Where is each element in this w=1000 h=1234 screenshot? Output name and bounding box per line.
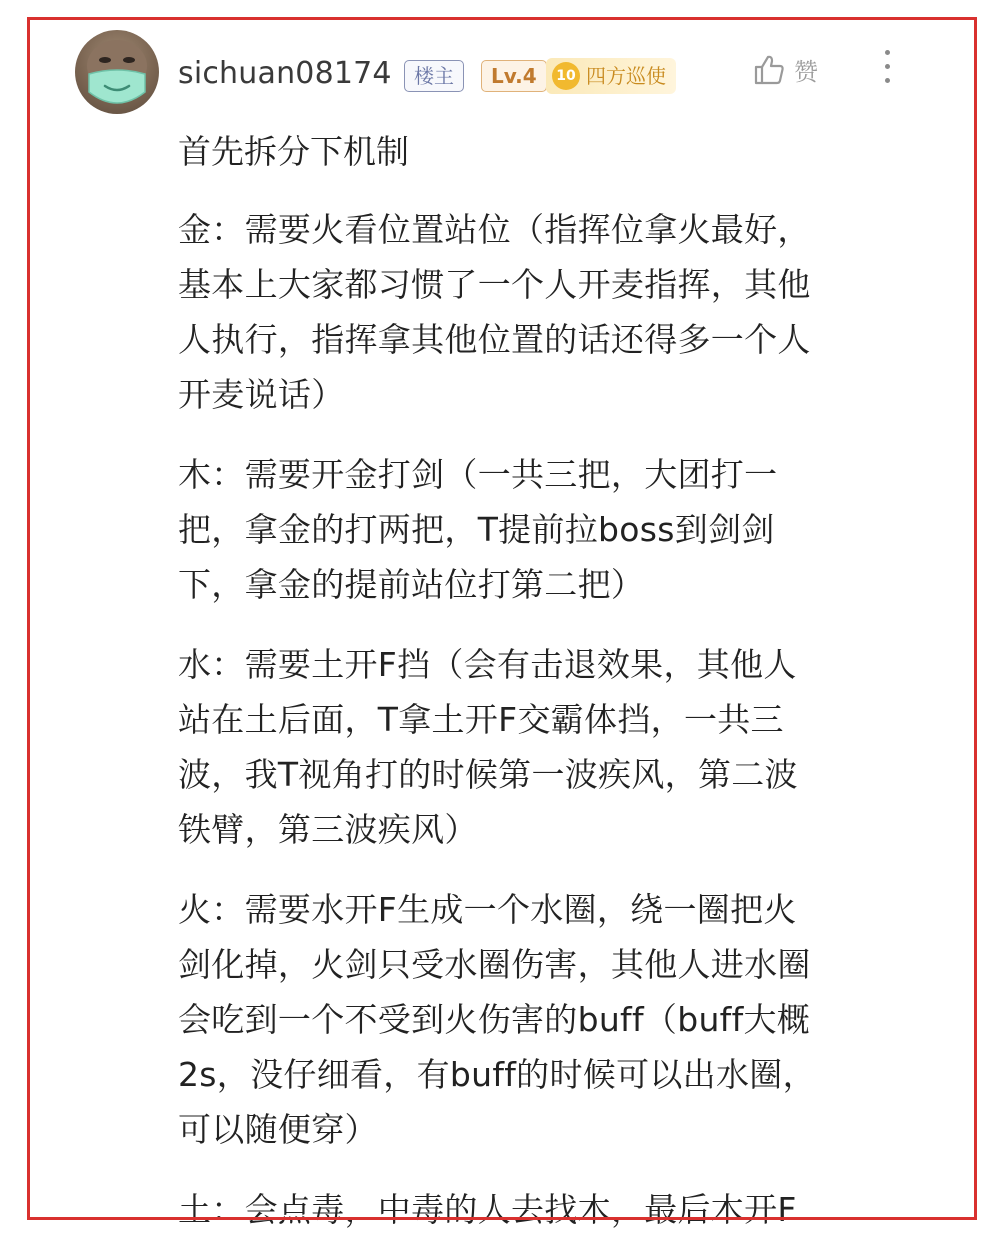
paragraph-line: 站在土后面，T拿土开F交霸体挡，一共三 [178, 700, 784, 739]
paragraph-line: 开麦说话） [178, 375, 345, 414]
thumbs-up-icon [752, 53, 786, 87]
paragraph-line: 2s，没仔细看，有buff的时候可以出水圈， [178, 1055, 816, 1094]
title-badge [546, 58, 676, 94]
paragraph-line: 可以随便穿） [178, 1110, 378, 1149]
author-name[interactable]: sichuan08174 [178, 56, 392, 91]
paragraph-line: 把，拿金的打两把，T提前拉boss到剑剑 [178, 510, 775, 549]
more-dot [885, 78, 890, 83]
paragraph-line: 会吃到一个不受到火伤害的buff（buff大概 [178, 1000, 811, 1039]
paragraph-fire [178, 882, 898, 1157]
paragraph-line: 铁臂，第三波疾风） [178, 810, 478, 849]
level-badge: Lv.4 [481, 60, 547, 92]
paragraph-line: 土：会点毒，中毒的人去找木，最后木开F [178, 1190, 797, 1229]
more-vertical-icon [885, 50, 890, 55]
paragraph-metal [178, 202, 898, 422]
paragraph-line: 波，我T视角打的时候第一波疾风，第二波 [178, 755, 798, 794]
avatar[interactable] [75, 30, 159, 114]
title-badge-text: 四方巡使 [586, 64, 666, 88]
paragraph-line: 人执行，指挥拿其他位置的话还得多一个人 [178, 320, 811, 359]
paragraph-line: 木：需要开金打剑（一共三把，大团打一 [178, 455, 778, 494]
paragraph-earth [178, 1182, 898, 1234]
paragraph-line: 金：需要火看位置站位（指挥位拿火最好， [178, 210, 811, 249]
paragraph-line: 下，拿金的提前站位打第二把） [178, 565, 645, 604]
paragraph-line: 基本上大家都习惯了一个人开麦指挥，其他 [178, 265, 811, 304]
like-label: 赞 [794, 58, 818, 86]
paragraph-line: 火：需要水开F生成一个水圈，绕一圈把火 [178, 890, 797, 929]
paragraph-line: 水：需要土开F挡（会有击退效果，其他人 [178, 645, 797, 684]
more-button[interactable] [880, 50, 894, 90]
like-button[interactable] [752, 52, 818, 87]
avatar-image [75, 30, 159, 114]
paragraph-line: 剑化掉，火剑只受水圈伤害，其他人进水圈 [178, 945, 811, 984]
op-badge: 楼主 [404, 60, 464, 92]
paragraph-water [178, 637, 898, 857]
more-dot [885, 64, 890, 69]
title-badge-number: 10 [552, 62, 580, 90]
paragraph-wood [178, 447, 898, 612]
post-content [178, 128, 898, 1234]
post-heading: 首先拆分下机制 [178, 132, 409, 171]
